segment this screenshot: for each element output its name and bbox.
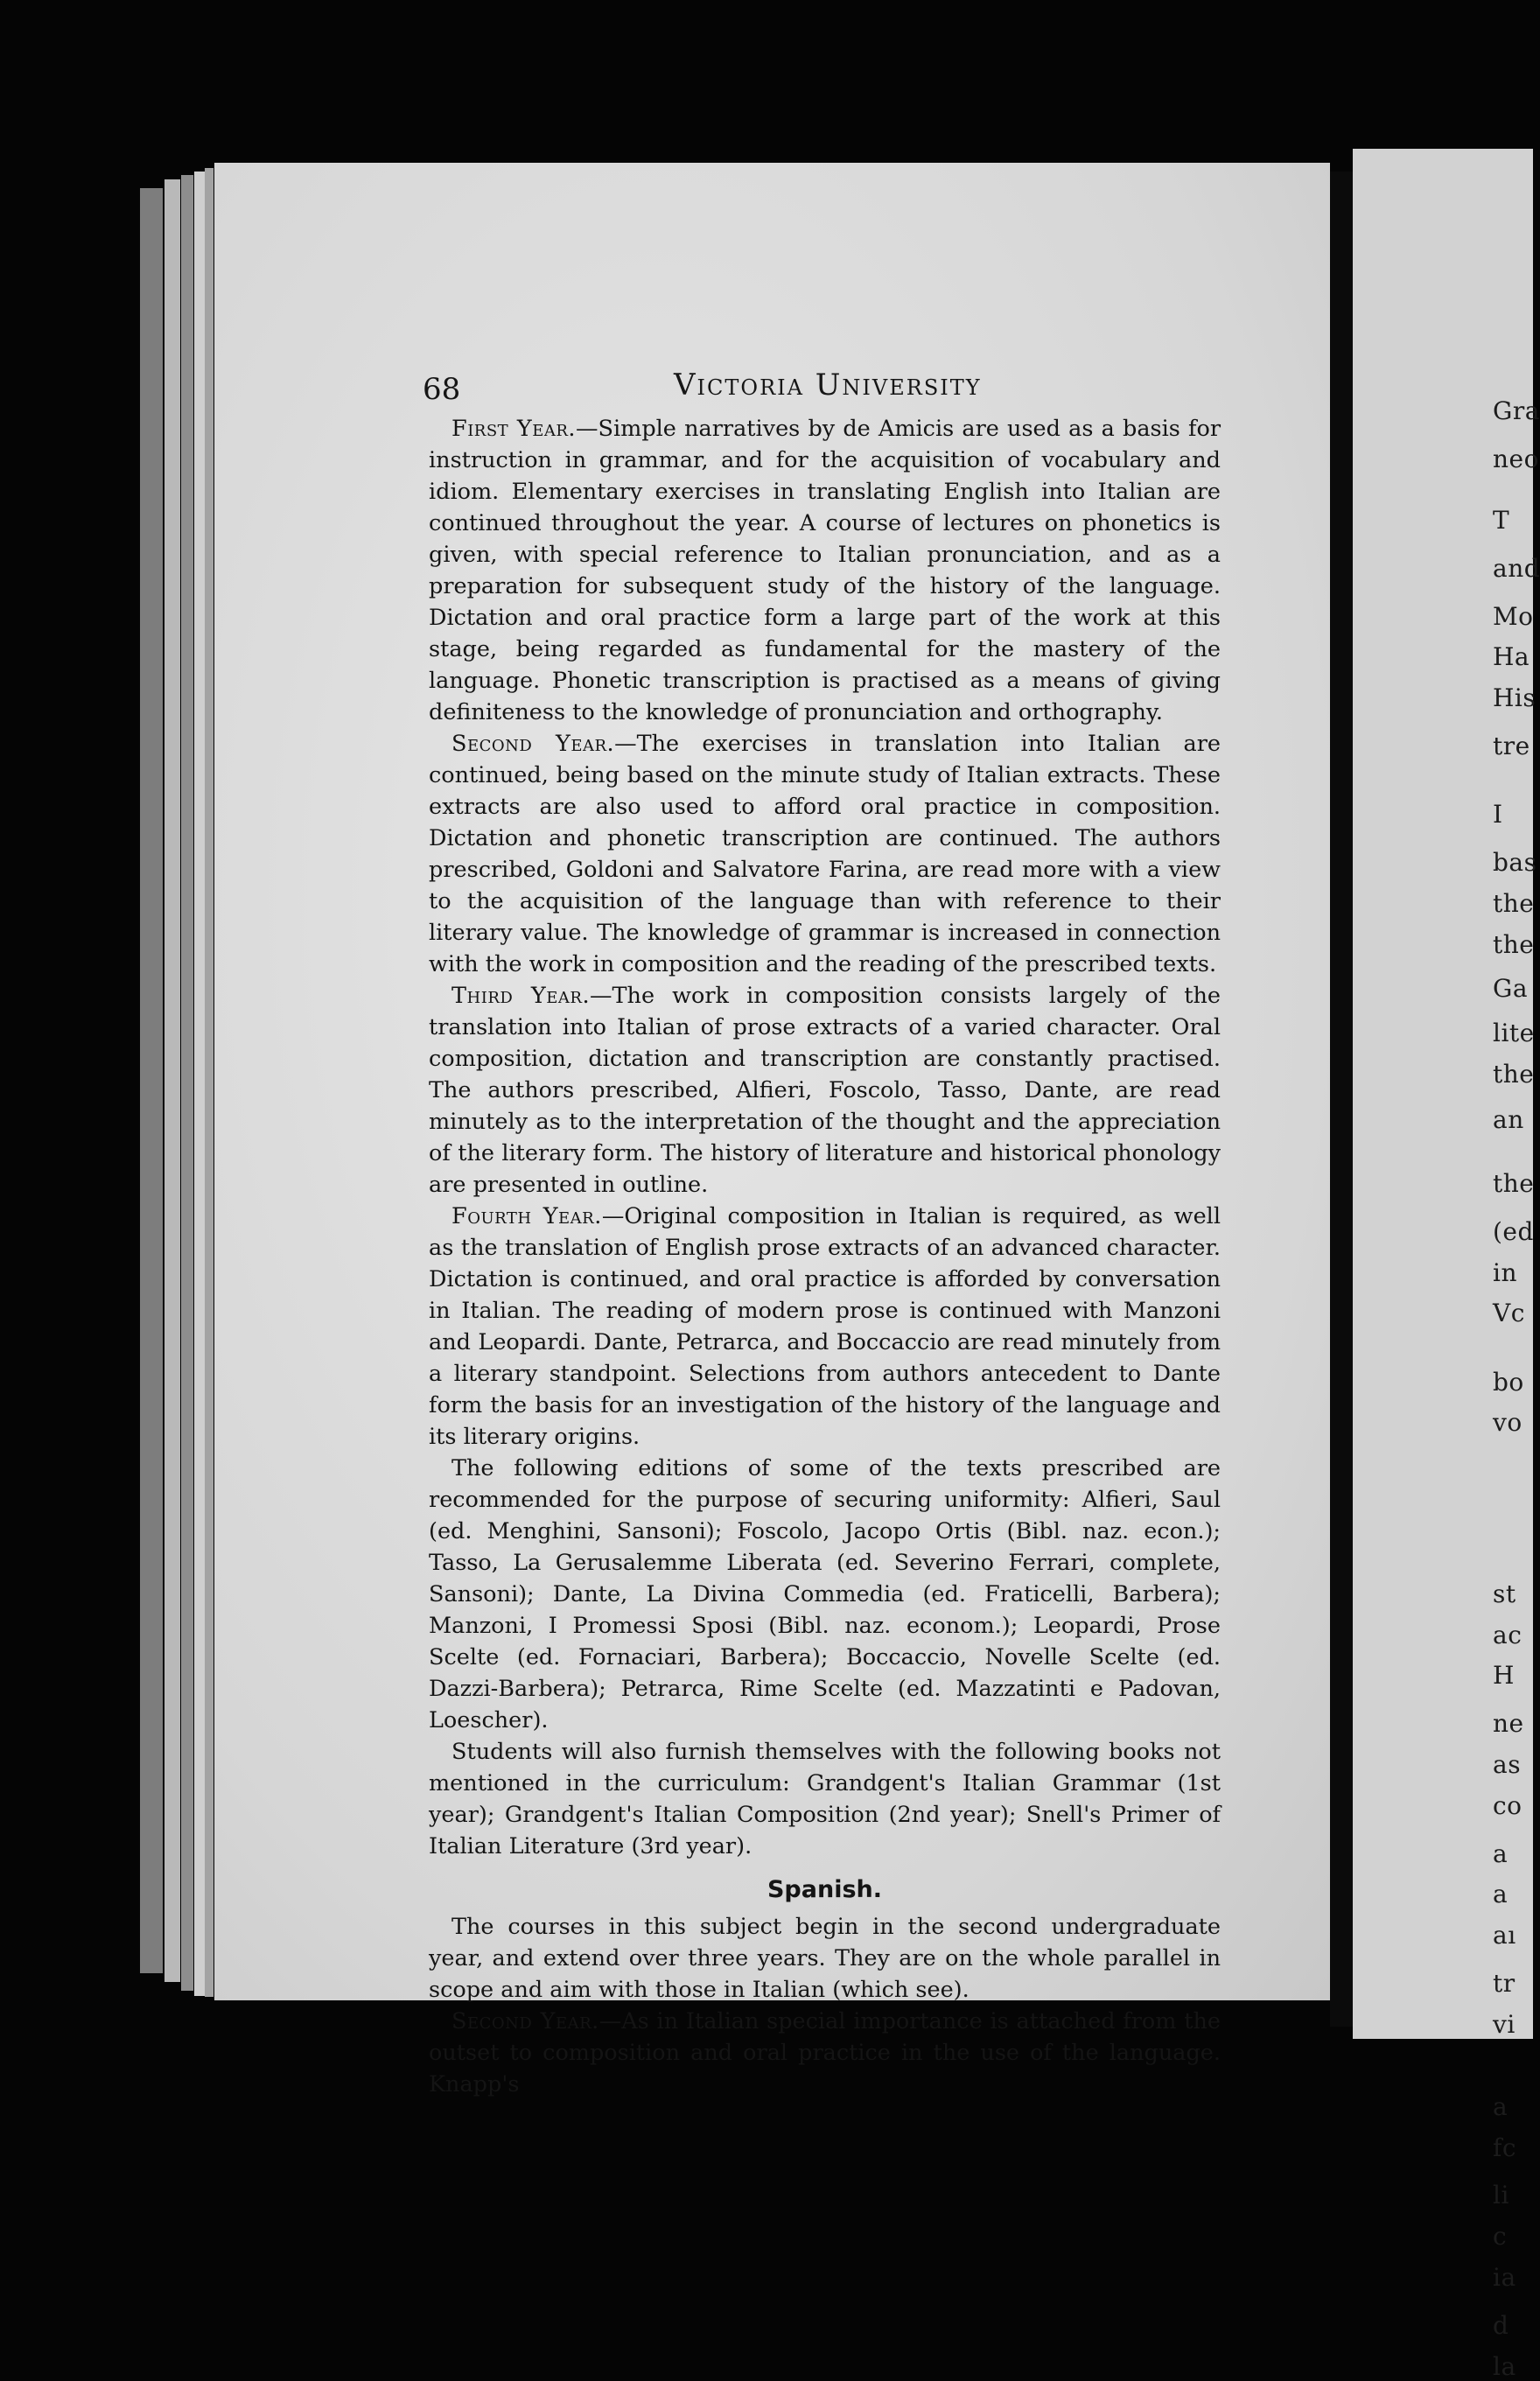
facing-page-fragment: la — [1493, 2351, 1516, 2381]
facing-page-fragment: co — [1493, 1790, 1522, 1820]
facing-page-fragment: vi — [1493, 2009, 1516, 2039]
section-body: The following editions of some of the texts prescribed are recommended for the purpose of securing uniformity: Alfieri, Saul (ed. Menghini, Sansoni); Foscolo, Jacopo Ortis (Bibl. naz. econ.); Tasso, La Gerusalemme Liberata (ed. Severino Ferrari, complete, Sansoni); Dante, La Divina Commedia (ed. Fraticelli, Barbera); Manzoni, I Promessi Sposi (Bibl. naz. econom.); Leopardi, Prose Scelte (ed. Fornaciari, Barbera); Boccaccio, Novelle Scelte (ed. Dazzi-Barbera); Petrarca, Rime Scelte (ed. Mazzatinti e Padovan, Loescher). — [429, 1455, 1221, 1733]
facing-page-fragment: I — [1493, 800, 1503, 830]
paragraph-editions — [429, 1453, 1221, 1736]
facing-page-fragment: neo — [1493, 444, 1539, 473]
section-body: —Simple narratives by de Amicis are used as a basis for instruction in grammar, and for the acquisition of vocabulary and idiom. Elementary exercises in translating English into Italian are continued throughout the year. A course of lectures on phonetics is given, with special reference to Italian pronunciation, and as a preparation for subsequent study of the history of the language. Dictation and oral practice form a large part of the work at this stage, being regarded as fundamental for the mastery of the language. Phonetic transcription is practised as a means of giving definiteness to the knowledge of pronunciation and orthography. — [429, 416, 1222, 725]
section-lead: First Year. — [452, 416, 577, 442]
facing-page-fragment: as — [1493, 1750, 1522, 1779]
facing-page-fragment: Gra — [1493, 396, 1540, 426]
facing-page-fragment: (ed — [1493, 1216, 1534, 1246]
page-edge — [181, 175, 193, 1991]
page-edge — [205, 168, 214, 1997]
paragraph-second-year — [429, 728, 1221, 980]
facing-page-fragment: in — [1493, 1257, 1517, 1287]
section-lead: Second Year. — [452, 2008, 599, 2034]
facing-page-fragment: the — [1493, 888, 1535, 918]
paragraph-first-year — [429, 413, 1221, 728]
running-head: Victoria University — [674, 368, 982, 403]
paragraph-fourth-year — [429, 1201, 1221, 1453]
facing-page-fragment: fc — [1493, 2132, 1517, 2162]
facing-page-fragment: an — [1493, 1104, 1524, 1134]
facing-page-fragment: Ga — [1493, 973, 1529, 1003]
facing-page-fragment: vo — [1493, 1408, 1522, 1438]
facing-page-fragment: a — [1493, 2091, 1508, 2121]
facing-page — [1353, 149, 1540, 2381]
page-edge — [164, 179, 180, 1982]
section-body: —The work in composition consists largely of the translation into Italian of prose extracts of a varied character. Oral composition, dictation and transcription are constantly practised. The authors prescribed, Alfieri, Foscolo, Tasso, Dante, are read minutely as to the interpretation of the thought and the appreciation of the literary form. The history of literature and historical phonology are presented in outline. — [429, 983, 1221, 1198]
facing-page-fragment: bo — [1493, 1367, 1524, 1397]
page-number: 68 — [423, 372, 461, 407]
section-body: —The exercises in translation into Italian are continued, being based on the minute study of Italian extracts. These extracts are also used to afford oral practice in composition. Dictation and phonetic transcription are continued. The authors prescribed, Goldoni and Salvatore Farina, are read more with a view to the acquisition of the language than with reference to their literary value. The knowledge of grammar is increased in connection with the work in composition and the reading of the prescribed texts. — [429, 731, 1221, 977]
facing-page-fragment: aı — [1493, 1921, 1516, 1950]
facing-page-fragment: ac — [1493, 1620, 1522, 1649]
page-edge — [194, 172, 205, 1996]
paragraph-spanish-second-year — [429, 2006, 1221, 2100]
facing-page-fragment: d — [1493, 2310, 1509, 2340]
facing-page-fragment: bas — [1493, 847, 1537, 877]
facing-page-fragment: T — [1493, 506, 1510, 536]
facing-page-fragment: lite — [1493, 1019, 1535, 1048]
facing-page-fragment: the — [1493, 929, 1535, 959]
facing-page-fragment: ia — [1493, 2262, 1516, 2292]
book-gutter — [1330, 172, 1353, 2027]
paragraph-books — [429, 1736, 1221, 1862]
section-lead: Fourth Year. — [452, 1203, 602, 1229]
facing-page-fragment: H — [1493, 1661, 1515, 1691]
facing-page-fragment: Ha — [1493, 642, 1530, 672]
facing-page-fragment: and — [1493, 553, 1540, 583]
facing-page-fragment: a — [1493, 1838, 1508, 1868]
paragraph-spanish-intro: The courses in this subject begin in the second undergraduate year, and extend over three years. They are on the whole parallel in scope and aim with those in Italian (which see). — [429, 1914, 1221, 2003]
section-body: Students will also furnish themselves with the following books not mentioned in the curriculum: Grandgent's Italian Grammar (1st year); Grandgent's Italian Composition (2nd year); Snell's Primer of Italian Literature (3rd year). — [429, 1739, 1221, 1859]
page-body — [429, 413, 1221, 2100]
facing-page-fragment: Mo — [1493, 601, 1534, 631]
section-heading: Spanish. — [766, 1876, 883, 1903]
facing-page-fragment: the — [1493, 1059, 1535, 1089]
facing-page-fragment: ne — [1493, 1709, 1524, 1739]
section-lead: Second Year. — [452, 731, 615, 757]
page-edge — [140, 188, 163, 1973]
facing-page-fragment: li — [1493, 2181, 1509, 2210]
facing-page-fragment: tr — [1493, 1969, 1516, 1998]
facing-page-fragment: a — [1493, 1880, 1508, 1909]
facing-page-fragment: Vc — [1493, 1299, 1525, 1328]
facing-page-fragment: tre — [1493, 731, 1530, 760]
section-lead: Third Year. — [452, 983, 591, 1009]
facing-page-fragment: the — [1493, 1168, 1535, 1198]
facing-page-fragment: His — [1493, 683, 1536, 713]
section-body: —As in Italian special importance is attached from the outset to composition and oral practice in the use of the language. Knapp's — [429, 2008, 1222, 2097]
paragraph-third-year — [429, 980, 1221, 1201]
facing-page-fragment: c — [1493, 2222, 1508, 2251]
facing-page-fragment: st — [1493, 1579, 1516, 1608]
section-body: —Original composition in Italian is required, as well as the translation of English prose extracts of an advanced character. Dictation is continued, and oral practice is afforded by conversation in Italian. The reading of modern prose is continued with Manzoni and Leopardi. Dante, Petrarca, and Boccaccio are read minutely from a literary standpoint. Selections from authors antecedent to Dante form the basis for an investigation of the history of the language and its literary origins. — [429, 1203, 1221, 1450]
